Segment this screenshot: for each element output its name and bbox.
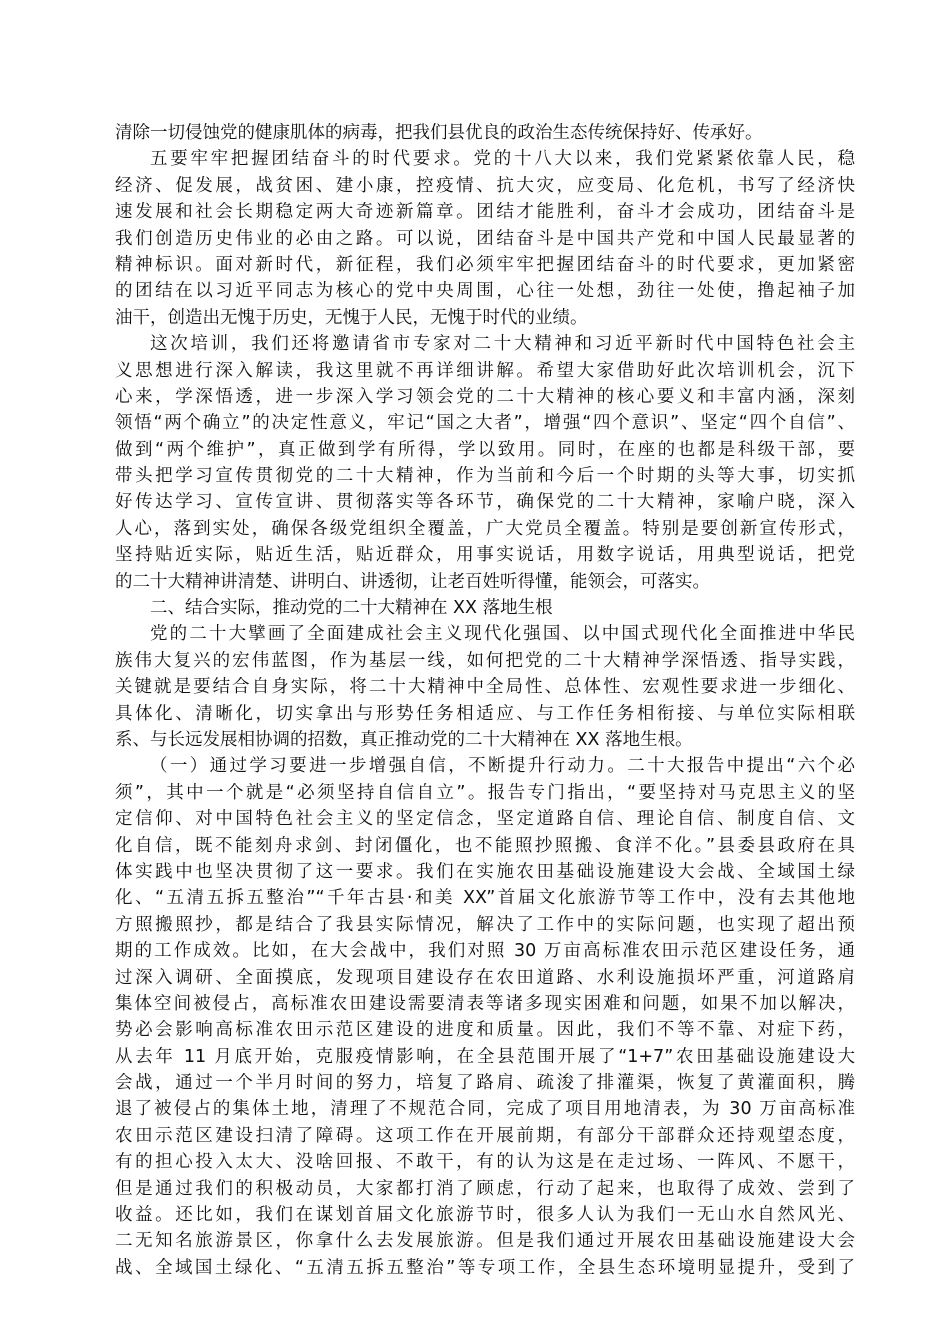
document-body [115, 120, 855, 1281]
text-line: 坚持贴近实际，贴近生活，贴近群众，用事实说话，用数字说话，用典型说话，把党 [115, 545, 855, 566]
text-line: 定信仰、对中国特色社会主义的坚定信念，坚定道路自信、理论自信、制度自信、文 [115, 809, 855, 830]
paragraph-first-line: 五要牢牢把握团结奋斗的时代要求。党的十八大以来，我们党紧紧依靠人民，稳 [150, 149, 855, 170]
text-line: 的二十大精神讲清楚、讲明白、讲透彻，让老百姓听得懂，能领会，可落实。 [115, 571, 710, 592]
text-line: 农田示范区建设扫清了障碍。这项工作在开展前期，有部分干部群众还持观望态度， [115, 1125, 855, 1146]
text-line: 势必会影响高标准农田示范区建设的进度和质量。因此，我们不等不靠、对症下药， [115, 1020, 855, 1041]
text-line: 我们创造历史伟业的必由之路。可以说，团结奋斗是中国共产党和中国人民最显著的 [115, 228, 855, 249]
text-line: 过深入调研、全面摸底，发现项目建设存在农田道路、水利设施损坏严重，河道路肩 [115, 967, 855, 988]
text-line: 人心，落到实处，确保各级党组织全覆盖，广大党员全覆盖。特别是要创新宣传形式， [115, 518, 855, 539]
text-line: 但是通过我们的积极动员，大家都打消了顾虑，行动了起来，也取得了成效、尝到了 [115, 1178, 855, 1199]
text-line: 做到“两个维护”，真正做到学有所得，学以致用。同时，在座的也都是科级干部，要 [115, 439, 855, 460]
text-line: 精神标识。面对新时代，新征程，我们必须牢牢把握团结奋斗的时代要求，更加紧密 [115, 254, 855, 275]
text-line: 油干，创造出无愧于历史，无愧于人民，无愧于时代的业绩。 [115, 307, 588, 328]
text-line: 战、全域国土绿化、“五清五拆五整治”等专项工作，全县生态环境明显提升，受到了 [115, 1257, 855, 1278]
text-line: 系、与长远发展相协调的招数，真正推动党的二十大精神在 XX 落地生根。 [115, 729, 693, 750]
text-line: 有的担心投入太大、没啥回报、不敢干，有的认为这是在走过场、一阵风、不愿干， [115, 1152, 855, 1173]
text-line: 带头把学习宣传贯彻党的二十大精神，作为当前和今后一个时期的头等大事，切实抓 [115, 466, 855, 487]
text-line: 化自信，既不能刻舟求剑、封闭僵化，也不能照抄照搬、食洋不化。”县委县政府在具 [115, 835, 855, 856]
paragraph-first-line: 这次培训，我们还将邀请省市专家对二十大精神和习近平新时代中国特色社会主 [150, 334, 855, 355]
text-line: 方照搬照抄，都是结合了我县实际情况，解决了工作中的实际问题，也实现了超出预 [115, 914, 855, 935]
text-line: 族伟大复兴的宏伟蓝图，作为基层一线，如何把党的二十大精神学深悟透、指导实践， [115, 650, 855, 671]
text-line: 期的工作成效。比如，在大会战中，我们对照 30 万亩高标准农田示范区建设任务，通 [115, 941, 855, 962]
text-line: 好传达学习、宣传宣讲、贯彻落实等各环节，确保党的二十大精神，家喻户晓，深入 [115, 492, 855, 513]
text-line: 体实践中也坚决贯彻了这一要求。我们在实施农田基础设施建设大会战、全域国土绿 [115, 861, 855, 882]
text-line: 须”，其中一个就是“必须坚持自信自立”。报告专门指出，“要坚持对马克思主义的坚 [115, 782, 855, 803]
text-line: 心来，学深悟透，进一步深入学习领会党的二十大精神的核心要义和丰富内涵，深刻 [115, 386, 855, 407]
text-line: 二无知名旅游景区，你拿什么去发展旅游。但是我们通过开展农田基础设施建设大会 [115, 1231, 855, 1252]
text-line: 化、“五清五拆五整治”“千年古县·和美 XX”首届文化旅游节等工作中，没有去其他地 [115, 888, 855, 909]
text-line: 经济、促发展，战贫困、建小康，控疫情、抗大灾，应变局、化危机，书写了经济快 [115, 175, 855, 196]
paragraph-first-line: 党的二十大擘画了全面建成社会主义现代化强国、以中国式现代化全面推进中华民 [150, 624, 855, 645]
text-line: 清除一切侵蚀党的健康肌体的病毒，把我们县优良的政治生态传统保持好、传承好。 [115, 123, 763, 143]
text-line: 关键就是要结合自身实际，将二十大精神中全局性、总体性、宏观性要求进一步细化、 [115, 677, 855, 698]
text-line: 退了被侵占的集体土地，清理了不规范合同，完成了项目用地清表，为 30 万亩高标准 [115, 1099, 855, 1120]
text-line: 会战，通过一个半月时间的努力，培复了路肩、疏浚了排灌渠，恢复了黄灌面积，腾 [115, 1073, 855, 1094]
text-line: 的团结在以习近平同志为核心的党中央周围，心往一处想，劲往一处使，撸起袖子加 [115, 281, 855, 302]
text-line: 领悟“两个确立”的决定性意义，牢记“国之大者”，增强“四个意识”、坚定“四个自信”、 [115, 413, 855, 434]
text-line: 具体化、清晰化，切实拿出与形势任务相适应、与工作任务相衔接、与单位实际相联 [115, 703, 855, 724]
text-line: 收益。还比如，我们在谋划首届文化旅游节时，很多人认为我们一无山水自然风光、 [115, 1205, 855, 1226]
text-line: 从去年 11 月底开始，克服疫情影响，在全县范围开展了“1+7”农田基础设施建设大 [115, 1046, 855, 1067]
text-line: 义思想进行深入解读，我这里就不再详细讲解。希望大家借助好此次培训机会，沉下 [115, 360, 855, 381]
text-line: 速发展和社会长期稳定两大奇迹新篇章。团结才能胜利，奋斗才会成功，团结奋斗是 [115, 202, 855, 223]
paragraph-first-line: 二、结合实际，推动党的二十大精神在 XX 落地生根 [150, 598, 553, 619]
text-line: 集体空间被侵占，高标准农田建设需要清表等诸多现实困难和问题，如果不加以解决， [115, 993, 855, 1014]
paragraph-first-line: （一）通过学习要进一步增强自信，不断提升行动力。二十大报告中提出“六个必 [150, 756, 855, 777]
